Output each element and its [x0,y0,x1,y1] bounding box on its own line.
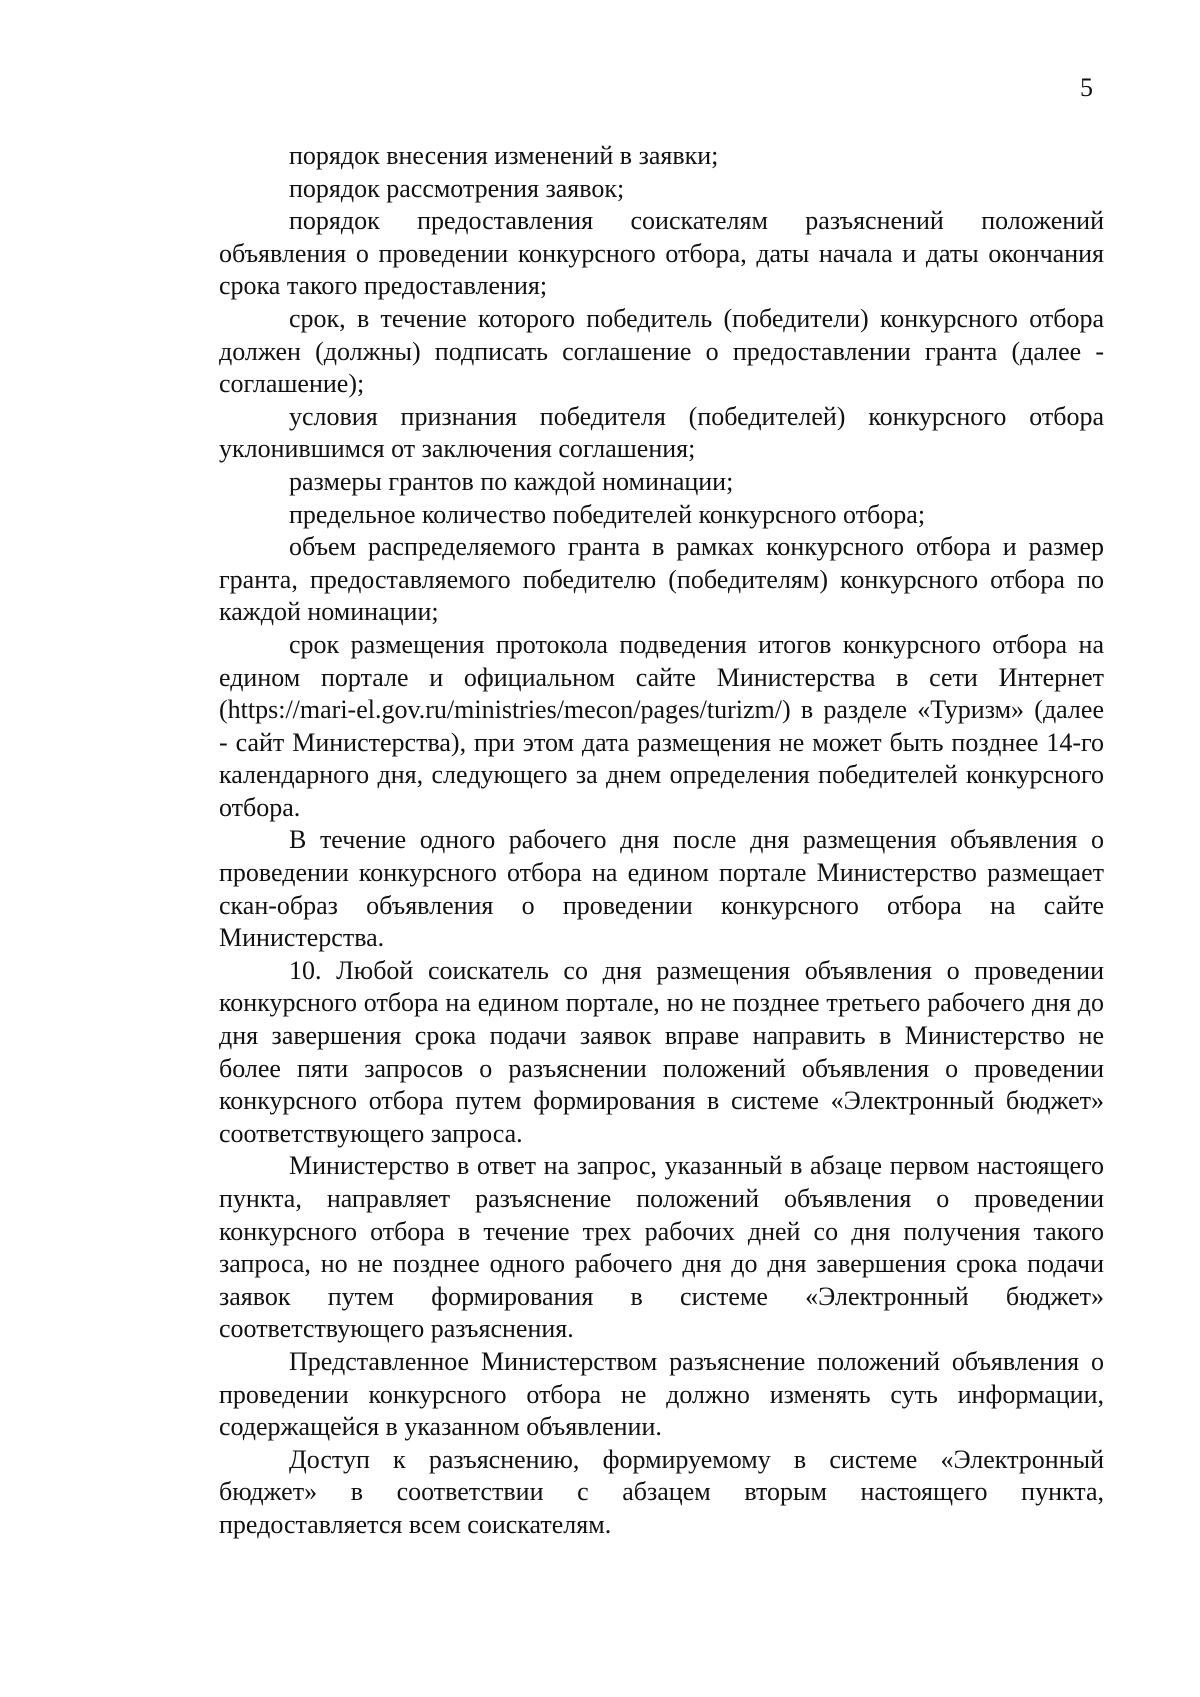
paragraph: В течение одного рабочего дня после дня размещения объявления о проведении конкурсного отбора на едином портале Министерство размещает скан-образ объявления о проведении конкурсного отбора на сайте Министерства. [219,825,1104,953]
paragraph: Министерство в ответ на запрос, указанный в абзаце первом настоящего пункта, направляет разъяснение положений объявления о проведении конкурсного отбора в течение трех рабочих дней со дня получения такого запроса, но не позднее одного рабочего дня до дня завершения срока подачи заявок путем формирования в системе «Электронный бюджет» соответствующего разъяснения. [219,1151,1104,1344]
paragraph: размеры грантов по каждой номинации; [289,466,734,496]
paragraph: порядок рассмотрения заявок; [289,173,625,203]
paragraph: 10. Любой соискатель со дня размещения объявления о проведении конкурсного отбора на едином портале, но не позднее третьего рабочего дня до дня завершения срока подачи заявок вправе направить в Министерство не более пяти запросов о разъяснении положений объявления о проведении конкурсного отбора путем формирования в системе «Электронный бюджет» соответствующего запроса. [219,955,1104,1148]
paragraph: срок размещения протокола подведения итогов конкурсного отбора на едином портале и официальном сайте Министерства в сети Интернет (https://mari-el.gov.ru/ministries/mecon/pages/turizm/) в разделе «Туризм» (далее - сайт Министерства), при этом дата размещения не может быть позднее 14-го календарного дня, следующего за днем определения победителей конкурсного отбора. [219,629,1104,822]
paragraph: объем распределяемого гранта в рамках конкурсного отбора и размер гранта, предоставляемого победителю (победителям) конкурсного отбора по каждой номинации; [219,532,1104,627]
paragraph: условия признания победителя (победителей) конкурсного отбора уклонившимся от заключения соглашения; [219,401,1104,464]
paragraph: срок, в течение которого победитель (победители) конкурсного отбора должен (должны) подписать соглашение о предоставлении гранта (далее - соглашение); [219,303,1104,399]
paragraph: порядок предоставления соискателям разъяснений положений объявления о проведении конкурсного отбора, даты начала и даты окончания срока такого предоставления; [219,206,1104,301]
paragraph: Представленное Министерством разъяснение положений объявления о проведении конкурсного отбора не должно изменять суть информации, содержащейся в указанном объявлении. [219,1346,1104,1442]
paragraph: предельное количество победителей конкурсного отбора; [289,499,926,529]
paragraph: порядок внесения изменений в заявки; [289,141,719,170]
body-text [219,140,1104,1542]
page-number: 5 [1080,73,1093,102]
paragraph: Доступ к разъяснению, формируемому в системе «Электронный бюджет» в соответствии с абзацем вторым настоящего пункта, предоставляется всем соискателям. [219,1444,1104,1539]
